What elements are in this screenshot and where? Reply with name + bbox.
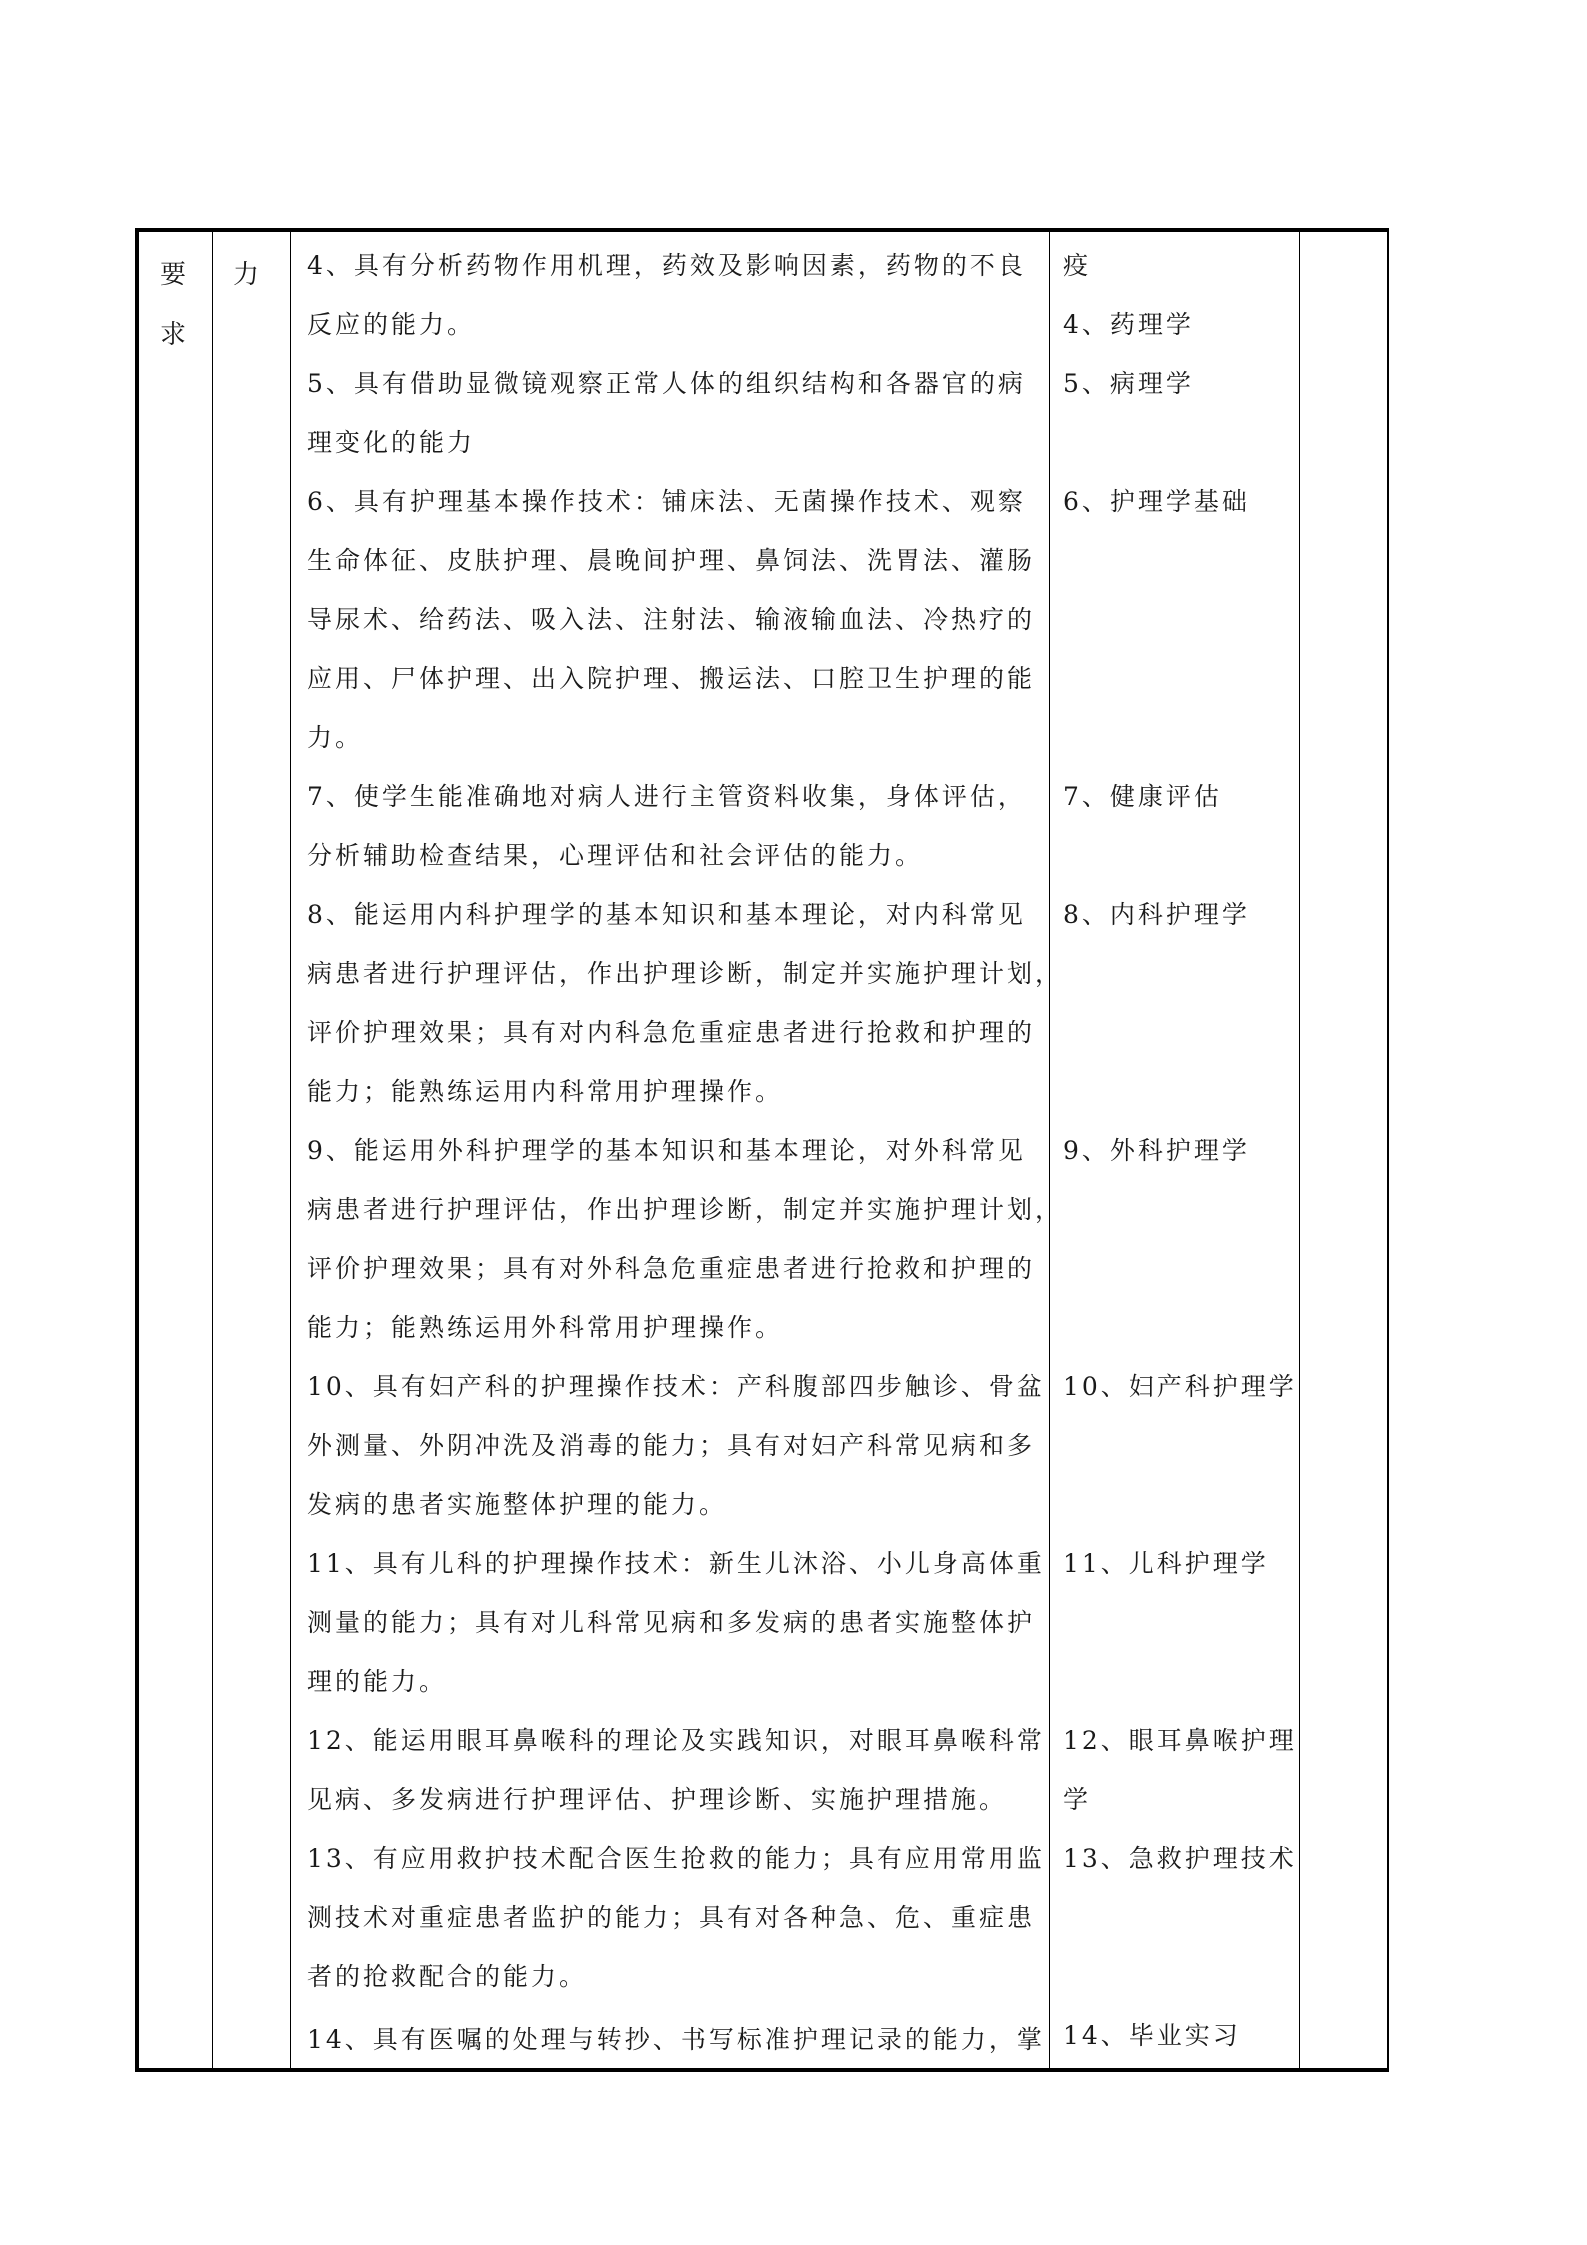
ability-line: 理的能力。 <box>307 1667 448 1696</box>
course-name: 14、毕业实习 <box>1063 2021 1241 2050</box>
ability-item <box>307 472 1035 767</box>
course-name: 10、妇产科护理学 <box>1063 1372 1297 1401</box>
ability-item <box>307 2010 1045 2069</box>
ability-line: 4、具有分析药物作用机理，药效及影响因素，药物的不良 <box>307 251 1026 280</box>
ability-line: 12、能运用眼耳鼻喉科的理论及实践知识，对眼耳鼻喉科常 <box>307 1726 1045 1755</box>
ability-line: 11、具有儿科的护理操作技术：新生儿沐浴、小儿身高体重 <box>307 1549 1045 1578</box>
column-divider <box>212 232 213 2068</box>
requirement-char: 要 <box>160 260 187 290</box>
ability-line: 发病的患者实施整体护理的能力。 <box>307 1490 728 1519</box>
ability-line: 13、有应用救护技术配合医生抢救的能力；具有应用常用监 <box>307 1844 1045 1873</box>
ability-line: 7、使学生能准确地对病人进行主管资料收集，身体评估， <box>307 782 1026 811</box>
ability-line: 能力；能熟练运用外科常用护理操作。 <box>307 1313 784 1342</box>
ability-line: 导尿术、给药法、吸入法、注射法、输液输血法、冷热疗的 <box>307 605 1036 634</box>
ability-line: 病患者进行护理评估，作出护理诊断，制定并实施护理计划， <box>307 959 1064 988</box>
ability-item <box>307 1829 1045 2006</box>
ability-item <box>307 236 1026 354</box>
column-divider <box>1299 232 1300 2068</box>
ability-line: 评价护理效果；具有对外科急危重症患者进行抢救和护理的 <box>307 1254 1036 1283</box>
ability-item <box>307 354 1026 472</box>
ability-item <box>307 1357 1045 1534</box>
course-name: 13、急救护理技术 <box>1063 1844 1297 1873</box>
ability-item <box>307 1121 1063 1357</box>
ability-line: 应用、尸体护理、出入院护理、搬运法、口腔卫生护理的能 <box>307 664 1036 693</box>
ability-line: 生命体征、皮肤护理、晨晚间护理、鼻饲法、洗胃法、灌肠 <box>307 546 1036 575</box>
ability-char: 力 <box>233 260 260 290</box>
ability-line: 见病、多发病进行护理评估、护理诊断、实施护理措施。 <box>307 1785 1008 1814</box>
ability-line: 测技术对重症患者监护的能力；具有对各种急、危、重症患 <box>307 1903 1036 1932</box>
ability-line: 14、具有医嘱的处理与转抄、书写标准护理记录的能力，掌 <box>307 2025 1045 2054</box>
course-name: 9、外科护理学 <box>1063 1136 1250 1165</box>
course-name: 7、健康评估 <box>1063 782 1222 811</box>
column-divider <box>290 232 291 2068</box>
ability-line: 理变化的能力 <box>307 428 476 457</box>
course-name: 学 <box>1063 1785 1092 1814</box>
course-name: 11、儿科护理学 <box>1063 1549 1269 1578</box>
course-name: 疫 <box>1063 251 1092 280</box>
ability-item <box>307 767 1026 885</box>
curriculum-table <box>135 228 1389 2072</box>
course-name: 12、眼耳鼻喉护理 <box>1063 1726 1297 1755</box>
ability-line: 6、具有护理基本操作技术：铺床法、无菌操作技术、观察 <box>307 487 1026 516</box>
ability-line: 评价护理效果；具有对内科急危重症患者进行抢救和护理的 <box>307 1018 1036 1047</box>
ability-line: 10、具有妇产科的护理操作技术：产科腹部四步触诊、骨盆 <box>307 1372 1045 1401</box>
ability-line: 者的抢救配合的能力。 <box>307 1962 588 1991</box>
ability-line: 力。 <box>307 723 364 752</box>
ability-item <box>307 885 1063 1121</box>
ability-line: 能力；能熟练运用内科常用护理操作。 <box>307 1077 784 1106</box>
ability-line: 5、具有借助显微镜观察正常人体的组织结构和各器官的病 <box>307 369 1026 398</box>
course-name: 5、病理学 <box>1063 369 1194 398</box>
ability-line: 外测量、外阴冲洗及消毒的能力；具有对妇产科常见病和多 <box>307 1431 1036 1460</box>
ability-line: 测量的能力；具有对儿科常见病和多发病的患者实施整体护 <box>307 1608 1036 1637</box>
ability-item <box>307 1711 1045 1829</box>
ability-line: 病患者进行护理评估，作出护理诊断，制定并实施护理计划， <box>307 1195 1064 1224</box>
ability-line: 反应的能力。 <box>307 310 476 339</box>
course-name: 4、药理学 <box>1063 310 1194 339</box>
ability-item <box>307 1534 1045 1711</box>
ability-line: 分析辅助检查结果，心理评估和社会评估的能力。 <box>307 841 924 870</box>
ability-line: 9、能运用外科护理学的基本知识和基本理论，对外科常见 <box>307 1136 1026 1165</box>
course-name: 6、护理学基础 <box>1063 487 1250 516</box>
requirement-char: 求 <box>160 320 187 350</box>
course-name: 8、内科护理学 <box>1063 900 1250 929</box>
ability-line: 8、能运用内科护理学的基本知识和基本理论，对内科常见 <box>307 900 1026 929</box>
